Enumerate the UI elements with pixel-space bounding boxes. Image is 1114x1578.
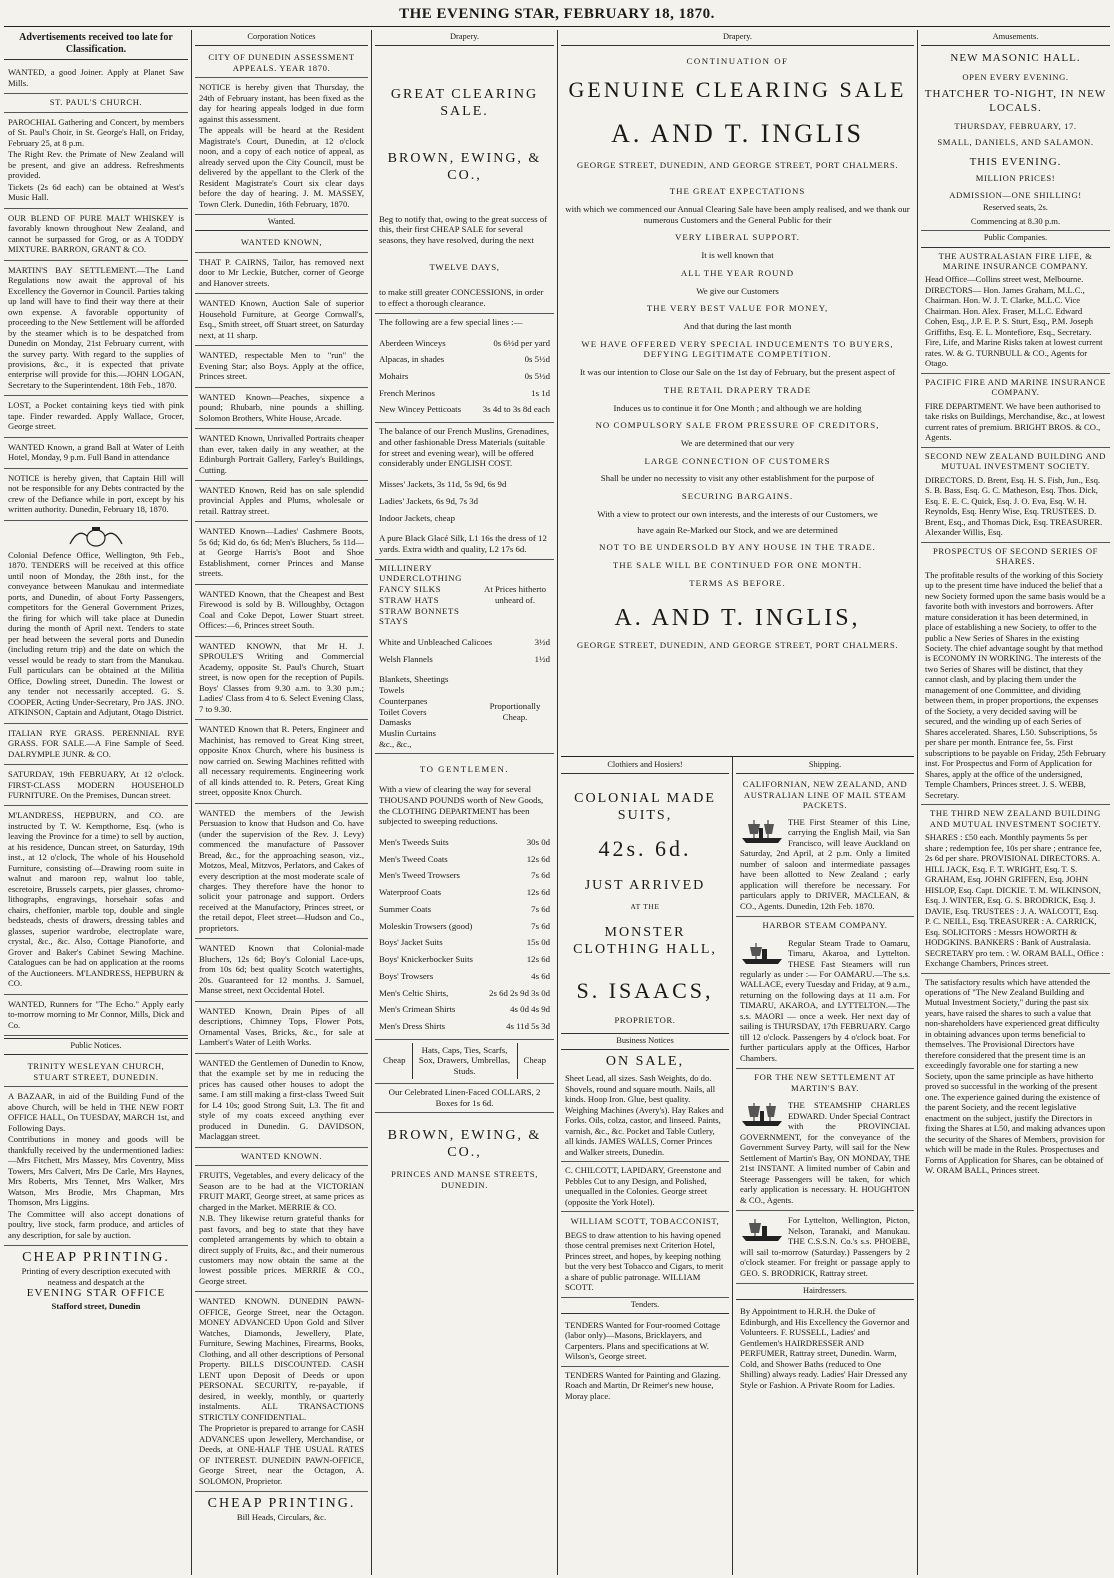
sale-line: Induces us to continue it for One Month ; and although we are holding bbox=[613, 402, 862, 413]
ad-runners bbox=[4, 995, 188, 1036]
ad-text: Contributions in money and goods will be thankfully received by the undermentioned ladies:—Mrs Fitchett, Mrs Massey, Mrs Coventry, Miss Towers, Mrs Calvert, Mrs De Carle, Mrs Haynes, Mrs Roberts, Mrs Tennet, Mrs Walker, Mrs Watson, Mrs Brodie, Mrs Chapman, Mrs Thomson, Mrs Liggins. bbox=[8, 1134, 184, 1208]
ad-wanted bbox=[195, 1054, 368, 1148]
firm-name-footer: A. AND T. INGLIS, bbox=[614, 605, 861, 632]
price-value: 0s 6½d per yard bbox=[493, 337, 550, 348]
ad-text: WANTED Known, Unrivalled Portraits cheaper than ever, taken daily in any weather, at the Edinburgh Portrait Gallery, Farley's Buildings, Cutting. bbox=[199, 433, 364, 475]
ad-tenders-defence bbox=[4, 521, 188, 724]
ad-text: WANTED KNOWN, that Mr H. J. SPROULE'S Writing and Commercial Academy, opposite St. Paul's Church, Stuart street, is now open for the reception of Pupils. Boys' Classes from 9.30 a.m. to 3.30 p.m.; Ladies' Class from 4 to 6. Select Evening Class, 7 to 9.30. bbox=[199, 640, 364, 714]
prospectus-title: PROSPECTUS OF SECOND SERIES OF SHARES. bbox=[932, 545, 1099, 567]
ad-parochial bbox=[4, 113, 188, 209]
millinery-block bbox=[375, 560, 554, 631]
text-line: MILLINERY bbox=[379, 562, 433, 573]
price-value: 7s 6d bbox=[531, 870, 550, 881]
ad-assessment bbox=[195, 78, 368, 215]
royal-arms-icon bbox=[66, 526, 126, 548]
section-header: Business Notices bbox=[561, 1033, 729, 1050]
section-rule bbox=[561, 756, 914, 757]
section-header: Advertisements received too late for Classification. bbox=[4, 30, 188, 60]
masthead: THE EVENING STAR, FEBRUARY 18, 1870. bbox=[399, 6, 715, 22]
ad-ball bbox=[4, 438, 188, 469]
sale-line: LARGE CONNECTION OF CUSTOMERS bbox=[644, 455, 831, 466]
ad-heading: CHEAP PRINTING. bbox=[207, 1496, 356, 1512]
price-item: French Merinos bbox=[379, 387, 435, 398]
continuation: CONTINUATION OF bbox=[686, 56, 789, 67]
ad-prospectus: The profitable results of the working of this Society up to the present time have induced the belief that a new Society formed upon the same basis would be a favorite both with investors and borrowers. After mature consideration it has been determined, in place of establishing a new Society, to offer to the public a New Series of Shares in the existing Society. The chief advantage sought by that method is ECONOMY IN WORKING. The interests of the two Series of Shares will be distinct, that they cannot clash, and by placing them under the management of one Committee, and dividing between them, in proper proportions, the expenses of the Society, a very decided saving will be secured, and the winding up of each Series of Shares accelerated. Shares, L50. Subscriptions, 5s per share per month. Entrance fee, 5s. First subscriptions to be payable on Friday, 25th February inst. For Prospectus and Form of Application for Shares, apply at the office of the undersigned, Temple Chambers, Princes street. J. S. WEBB, Secretary. bbox=[921, 567, 1110, 806]
price-item: Men's Tweed Trowsers bbox=[379, 870, 460, 881]
ad-martins bbox=[736, 1096, 914, 1211]
price-item: Waterproof Coats bbox=[379, 887, 442, 898]
harbor-title: HARBOR STEAM COMPANY. bbox=[762, 920, 888, 931]
household-block bbox=[375, 671, 554, 754]
ad-wanted-known: WANTED KNOWN. bbox=[195, 1148, 368, 1166]
price-list bbox=[375, 332, 554, 424]
ad-text: LOST, a Pocket containing keys tied with pink tape. Finder rewarded. Apply Wallace, Grocer, George street. bbox=[8, 400, 184, 432]
ad-text: WANTED Known, Drain Pipes of all descriptions, Chimney Tops, Flower Pots, Ornamental Vases, Bricks, &c., for sale at Lambert's Water of Leith Works. bbox=[199, 1005, 364, 1048]
price-value: 2s 6d 2s 9d 3s 0d bbox=[489, 987, 550, 998]
ad-pawn-office bbox=[195, 1292, 368, 1492]
ad-wanted bbox=[195, 346, 368, 387]
sale-line: It was our intention to Close our Sale on the 1st day of February, but the present aspect of bbox=[579, 367, 896, 378]
calicoes-list bbox=[375, 631, 554, 671]
millinery-list bbox=[379, 563, 480, 627]
ad-fruit-mart bbox=[195, 1166, 368, 1292]
ad-assessment-title: CITY OF DUNEDIN ASSESSMENT APPEALS. YEAR 1870. bbox=[195, 49, 368, 78]
sale-line: We are determined that our very bbox=[680, 438, 795, 449]
ad-wanted bbox=[195, 388, 368, 429]
column-rule bbox=[557, 30, 558, 1575]
column-rule bbox=[371, 30, 372, 1575]
cheap-label: Cheap bbox=[523, 1055, 546, 1066]
section-header: Public Notices. bbox=[4, 1038, 188, 1055]
text-line: Counterpanes bbox=[379, 695, 428, 706]
firm-name: BROWN, EWING, & CO., bbox=[387, 151, 542, 184]
price-item: Mohairs bbox=[379, 371, 409, 382]
ad-wanted bbox=[195, 522, 368, 584]
column-1 bbox=[4, 30, 188, 1575]
gentlemen-heading: TO GENTLEMEN. bbox=[419, 764, 510, 775]
ad-text: A BAZAAR, in aid of the Building Fund of the above Church, will be held in THE NEW FORT OFFICE HALL, On TUESDAY, MARCH 1st, and Following Days. bbox=[8, 1091, 184, 1133]
price-value: 4s 11d 5s 3d bbox=[506, 1020, 550, 1031]
sale-line: THE GREAT EXPECTATIONS bbox=[669, 186, 806, 197]
on-sale-title: ON SALE, bbox=[605, 1054, 685, 1070]
ad-harbor bbox=[736, 934, 914, 1070]
ad-text: The Committee will also accept donations of poultry, live stock, farm produce, and articles of any description, for sale by auction. bbox=[8, 1208, 184, 1240]
ad-wanted bbox=[195, 585, 368, 637]
sale-line: Shall be under no necessity to visit any other establishment for the purpose of bbox=[600, 473, 875, 484]
ad-tender: TENDERS Wanted for Painting and Glazing. Roach and Martin, Dr Reimer's new house, Moray place. bbox=[565, 1369, 721, 1401]
column-rule bbox=[732, 756, 733, 1575]
price-value: 12s 6d bbox=[526, 954, 550, 965]
price-item: Boys' Knickerbocker Suits bbox=[379, 954, 473, 965]
price-row bbox=[379, 867, 550, 884]
firm-address-footer: PRINCES AND MANSE STREETS, DUNEDIN. bbox=[390, 1169, 539, 1191]
ad-text: Regular Steam Trade to Oamaru, Timaru, Akaroa, and Lyttelton. THESE Fast Steamers will run regularly as under :— For OAMARU.—The s.s. WALLACE, every Tuesday and Friday, at 9 a.m., returning on the following days at 11 a.m. For TIMARU, AKAROA, and LYTTELTON.—The s.s. MAORI — once a week. Her next day of sailing is THURSDAY, 17th FEBRUARY. Cargo till 12 o'clock. Passengers by 4 o'clock boat. For further particulars apply at the Offices, Harbor Chambers. bbox=[740, 937, 910, 1063]
text-line: Misses' Jackets, 3s 11d, 5s 9d, 6s 9d bbox=[379, 479, 507, 490]
fire-title: THE AUSTRALASIAN FIRE LIFE, & MARINE INSURANCE COMPANY. bbox=[938, 250, 1093, 271]
price-row bbox=[379, 368, 550, 385]
ad-text: WANTED, respectable Men to "run" the Evening Star; also Boys. Apply at the office, Princes street. bbox=[199, 350, 364, 382]
performers: SMALL, DANIELS, AND SALAMON. bbox=[937, 137, 1094, 148]
price-row bbox=[379, 651, 550, 668]
ad-bazaar bbox=[4, 1087, 188, 1246]
household-note: Proportionally Cheap. bbox=[489, 701, 541, 722]
steamship-icon bbox=[740, 1099, 784, 1129]
martins-title: FOR THE NEW SETTLEMENT AT MARTIN'S BAY. bbox=[754, 1072, 896, 1093]
sale-line: WE HAVE OFFERED VERY SPECIAL INDUCEMENTS TO BUYERS, DEFYING LEGITIMATE COMPETITION. bbox=[581, 338, 894, 360]
column-rule bbox=[917, 30, 918, 1575]
price-item: Moleskin Trowsers (good) bbox=[379, 920, 473, 931]
ad-wanted-known: WANTED KNOWN, bbox=[195, 234, 368, 252]
ad-rye-grass bbox=[4, 724, 188, 765]
scott-title: WILLIAM SCOTT, TOBACCONIST, bbox=[570, 1216, 720, 1227]
price-item: Summer Coats bbox=[379, 903, 432, 914]
price-value: 7s 6d bbox=[531, 920, 550, 931]
ad-glace: A pure Black Glacé Silk, L1 16s the dress of 12 yards. Extra width and quality, L2 17s 6d. bbox=[375, 530, 554, 559]
ad-text: THAT P. CAIRNS, Tailor, has removed next door to Mr Leckie, Butcher, corner of George and Hanover streets. bbox=[199, 256, 364, 288]
ad-text: N.B. They likewise return grateful thanks for past favors, and beg to state that they have completed arrangements by which to obtain a direct supply of Fruits, &c., and their numerous customers may now obtain the same at the lowest possible prices. MERRIE & CO., George street. bbox=[199, 1213, 364, 1286]
price-item: New Wincey Petticoats bbox=[379, 404, 462, 415]
mail-line-title: CALIFORNIAN, NEW ZEALAND, AND AUSTRALIAN LINE OF MAIL STEAM PACKETS. bbox=[742, 779, 908, 811]
price-item: Aberdeen Winceys bbox=[379, 337, 446, 348]
sale-line: NOT TO BE UNDERSOLD BY ANY HOUSE IN THE TRADE. bbox=[599, 542, 876, 553]
ad-text: ITALIAN RYE GRASS. PERENNIAL RYE GRASS. FOR SALE.—A Fine Sample of Seed. DALRYMPLE JUNR. & CO. bbox=[8, 727, 184, 759]
price-row bbox=[379, 884, 550, 901]
ad-text: WANTED Known, Auction Sale of superior Household Furniture, at George Cornwall's, Esq., Smith street, off Stuart street, on Saturday next, at 11 sharp. bbox=[199, 298, 364, 340]
ad-third-society: SHARES : £50 each. Monthly payments 5s per share ; redemption fee, 10s per share ; entrance fee, 2s 6d per share. PROVISIONAL DIRECTORS. A. HILL JACK, Esq. F. T. WRIGHT, Esq. T. S. GRAHAM, Esq. JOHN GRIFFEN, Esq. JOHN HISLOP, Esq. Capt. DICKIE. T. M. WILKINSON, Esq. J. WINTER, Esq. G. S. BRODRICK, Esq. J. DAVIE, Esq. TRUSTEES : J. A. WALCOTT, Esq. P. C. NEILL, Esq. TREASURER : A. CARRICK, Esq. SOLICITORS : Messrs HOWORTH & HODGKINS. BANKERS : Bank of Australasia. SECRETARY pro tem. : W. ORAM BALL, Office : Exchange Chambers, Princes street. bbox=[921, 829, 1110, 973]
ad-wanted bbox=[195, 637, 368, 720]
sale-line: TERMS AS BEFORE. bbox=[689, 577, 786, 588]
ad-pacific: FIRE DEPARTMENT. We have been authorised to take risks on Buildings, Merchandise, &c., at lowest current rates of premium. BRIGHT BROS. & CO., Agents. bbox=[921, 398, 1110, 448]
commencing: Commencing at 8.30 p.m. bbox=[921, 213, 1110, 231]
text-line: Toilet Covers bbox=[379, 706, 427, 717]
text-line: UNDERCLOTHING bbox=[379, 573, 463, 584]
text-line: Damasks bbox=[379, 717, 412, 728]
price-row bbox=[379, 351, 550, 368]
sale-title: GREAT CLEARING SALE. bbox=[390, 87, 539, 120]
sale-line: NO COMPULSORY SALE FROM PRESSURE OF CREDITORS, bbox=[595, 420, 880, 431]
ad-intro: Beg to notify that, owing to the great success of this, their first CHEAP SALE for several seasons, they have resolved, during the next bbox=[379, 213, 548, 245]
section-header: Shipping. bbox=[736, 758, 914, 774]
ad-text: WANTED Known—Peaches, sixpence a pound; Rhubarb, nine pounds a shilling. Solomon Brothers, White House, Arcade. bbox=[199, 391, 364, 423]
second-society-title: SECOND NEW ZEALAND BUILDING AND MUTUAL INVESTMENT SOCIETY. bbox=[924, 450, 1107, 472]
ad-fire: Head Office—Collins street west, Melbourne. DIRECTORS— Hon. James Graham, M.L.C., Chairman. Hon. W. J. T. Clarke, M.L.C. Vice Chairman. Hon. Alex. Fraser, M.L.C. Edward Cohen, Esq., J.P. E. P. S. Sturt, Esq., P.M. Joseph Griffiths, Esq. E. L. Montefiore, Esq., Secretary. Fire, Life, and Marine Risks taken at lowest current rates. W. & G. TURNBULL & CO., Agents for Otago. bbox=[921, 271, 1110, 373]
at-the: AT THE bbox=[630, 902, 660, 912]
third-society-title: THE THIRD NEW ZEALAND BUILDING AND MUTUAL INVESTMENT SOCIETY. bbox=[929, 808, 1102, 829]
ad-tender: TENDERS Wanted for Four-roomed Cottage (labor only)—Masons, Bricklayers, and Carpenters. Plans and specifications at W. Wilson's, George street. bbox=[561, 1317, 729, 1367]
open-every-evening: OPEN EVERY EVENING. bbox=[962, 71, 1069, 82]
price-row bbox=[379, 335, 550, 352]
ad-wanted bbox=[195, 294, 368, 346]
column-rule bbox=[191, 30, 192, 1575]
ad-mail-line bbox=[736, 813, 914, 917]
price-item: Boys' Trowsers bbox=[379, 970, 434, 981]
ad-text: THE STEAMSHIP CHARLES EDWARD. Under Special Contract with the PROVINCIAL GOVERNMENT, for the conveyance of the Government Survey Party, will sail for the New Settlement of Martin's Bay, ON MONDAY, THE 21st INSTANT. A limited number of Cabin and Steerage Passengers will be taken, for which early application is necessary. H. HOUGHTON & CO., Agents. bbox=[740, 1100, 910, 1205]
ad-wanted bbox=[195, 253, 368, 294]
suits-title: COLONIAL MADE SUITS, bbox=[574, 791, 716, 824]
ad-text: Printing of every description executed with neatness and despatch at the bbox=[21, 1266, 171, 1287]
ad-chilcott: C. CHILCOTT, LAPIDARY, Greenstone and Pebbles Cut to any Design, and Polished, unequalled in the Colonies. George street (opposite the York Hotel). bbox=[561, 1162, 729, 1212]
gentlemen-intro: With a view of clearing the way for several THOUSAND POUNDS worth of New Goods, the CLOTHING DEPARTMENT has been subjected to sweeping reductions. bbox=[379, 784, 544, 827]
price-item: Men's Dress Shirts bbox=[379, 1020, 446, 1031]
steamship-icon bbox=[740, 937, 784, 967]
proprietor: PROPRIETOR. bbox=[614, 1014, 676, 1025]
cheap-label: Cheap bbox=[383, 1055, 406, 1066]
ad-text: WANTED KNOWN. DUNEDIN PAWN-OFFICE, George Street, near the Octagon. MONEY ADVANCED Upon Gold and Silver Watches, Diamonds, Jewellery, Plate, Furniture, Sewing Machines, Firearms, Books, Clothing, and all other descriptions of Personal Property. BILLS DISCOUNTED. CASH LENT upon Deposit of Deeds or upon PERSONAL SECURITY, re-payable, if desired, in weekly, monthly, or quarterly instalments. ALL TRANSACTIONS STRICTLY CONFIDENTIAL. bbox=[199, 1296, 364, 1422]
price-value: 4s 6d bbox=[531, 970, 550, 981]
firm-address: GEORGE STREET, DUNEDIN, AND GEORGE STREET, PORT CHALMERS. bbox=[576, 159, 899, 170]
admission: ADMISSION—ONE SHILLING! bbox=[949, 189, 1082, 200]
ad-on-sale: Sheet Lead, all sizes. Sash Weights, do do. Shovels, round and square mouth. Nails, all kinds. Hoop Iron. Glue, best quality. Weighing Machines (Avery's). Hay Rakes and Forks. Oils, colza, castor, and linseed. Paints, varnish, &c., &c. Pocket and Table Cutlery, all kinds. JAMES WALLS, Corner Princes and Walker streets, Dunedin. bbox=[561, 1070, 729, 1162]
price-value: 0s 5½d bbox=[524, 354, 550, 365]
firm-name-footer: BROWN, EWING, & CO., bbox=[387, 1128, 542, 1161]
sale-line: With a view to protect our own interests, and the interests of our Customers, we bbox=[597, 508, 878, 519]
ad-wanted bbox=[195, 1002, 368, 1054]
column-3 bbox=[375, 30, 554, 1575]
section-header: Clothiers and Hosiers! bbox=[561, 758, 729, 774]
text-line: Muslin Curtains bbox=[379, 728, 436, 738]
suits-price: 42s. 6d. bbox=[598, 836, 692, 862]
price-value: 30s 0d bbox=[526, 837, 550, 848]
clothing-hall: MONSTER CLOTHING HALL, bbox=[573, 924, 717, 957]
ad-wanted bbox=[195, 720, 368, 803]
text-line: Indoor Jackets, cheap bbox=[379, 512, 455, 523]
ad-text: WANTED Known, a grand Ball at Water of Leith Hotel, Monday, 9 p.m. Full Band in attendance bbox=[8, 441, 184, 463]
ad-russell: By Appointment to H.R.H. the Duke of Edinburgh, and His Excellency the Governor and Volunteers. F. RUSSELL, Ladies' and Gentlemen's HAIRDRESSER AND PERFUMER, Rattray street, Dunedin. Warm, Cold, and Shower Baths (reduced to One Shilling) always ready. Ladies' Hair Dressed any Style or Fashion. A Private Room for Ladies. bbox=[740, 1306, 910, 1390]
ad-second-society: DIRECTORS. D. Brent, Esq. H. S. Fish, Jun., Esq. S. B. Bass, Esq. G. C. Matheson, Esq. Thos. Dick, Esq. E. E. C. Quick, Esq. J. O. Eva, Esq. W. H. Reynolds, Esq. Henry Wise, Esq. TRUSTEES. D. Brent, Esq., and Thomas Dick, Esq. TREASURER. Alexander Willis, Esq. bbox=[921, 472, 1110, 543]
sale-line: VERY LIBERAL SUPPORT. bbox=[675, 232, 800, 243]
price-row bbox=[379, 401, 550, 418]
ad-text: WANTED the Gentlemen of Dunedin to Know, that the example set by me in reducing the prices has caused other houses to adopt the same. I am still making a first-class Tweed Suit for L4 10s; good Strong Suit, L3. The fit and style of my coats exceed anything ever produced in Dunedin. G. DAVIDSON, Maclaggan street. bbox=[199, 1057, 364, 1142]
ad-lost bbox=[4, 396, 188, 437]
section-header: Drapery. bbox=[375, 30, 554, 46]
ad-mlandress bbox=[4, 806, 188, 994]
section-header: Tenders. bbox=[561, 1298, 729, 1314]
jackets-list bbox=[375, 473, 554, 530]
column-4-drapery bbox=[561, 30, 914, 750]
sale-line: SECURING BARGAINS. bbox=[681, 491, 794, 502]
this-evening: THIS EVENING. bbox=[969, 155, 1062, 168]
ad-wanted bbox=[195, 804, 368, 940]
isaacs: S. ISAACS, bbox=[576, 977, 714, 1003]
sale-line: We give our Customers bbox=[696, 285, 779, 296]
ad-text: Colonial Defence Office, Wellington, 9th Feb., 1870. TENDERS will be received at this office until noon of Monday, the 28th inst., for the conveyance between Manukau and intermediate ports, and Dunedin, of about Forty Passengers, competitors for the General Government Prizes, the firing for which will take place at Dunedin during the month of April next. Tenders to state per head between the several ports and Dunedin (including return trip) and the date on which the vessel would be ready to start from the Manukau. Full particulars can be obtained at the Militia Office, Dowling street, Dunedin. The lowest or any tender not necessarily accepted. G. S. COOPER, Acting Under-Secretary, Pro JAS. JNO. ATKINSON, Captain and Adjutant, Otago District. bbox=[8, 549, 184, 718]
ad-text: PAROCHIAL Gathering and Concert, by members of St. Paul's Choir, in St. George's Hall, on Friday, February 25, at 8 p.m. bbox=[8, 116, 184, 148]
text-line: Blankets, Sheetings bbox=[379, 674, 449, 685]
sale-line: It is well known that bbox=[701, 250, 774, 261]
price-row bbox=[379, 834, 550, 851]
top-rule bbox=[4, 26, 1110, 27]
price-value: 15s 0d bbox=[526, 937, 550, 948]
sale-line: have again Re-Marked our Stock, and we are determined bbox=[637, 524, 838, 535]
price-item: Men's Crimean Shirts bbox=[379, 1004, 456, 1015]
cheap-items: Hats, Caps, Ties, Scarfs, Sox, Drawers, Umbrellas, Studs. bbox=[412, 1043, 518, 1079]
ad-text: WANTED, a good Joiner. Apply at Planet Saw Mills. bbox=[8, 67, 184, 88]
text-line: STRAW HATS bbox=[379, 594, 440, 605]
text-line: FANCY SILKS bbox=[379, 584, 442, 595]
clothing-list bbox=[375, 831, 554, 1040]
twelve-days: TWELVE DAYS, bbox=[429, 261, 500, 272]
millinery-note: At Prices hitherto unheard of. bbox=[483, 584, 547, 605]
ad-text: WANTED the members of the Jewish Persuasion to know that Hudson and Co. have (under the supervision of the Rev. J. Levy) commenced the manufacture of Passover Bread, &c., for the approaching season, viz., Motzos, Meal, Mitzvos, Perlators, and Cakes of every description at the most moderate scale of charges. They therefore have the honor to solicit your patronage and support. Orders received at the Manufactory, Princes street, or the retail depot, Fleet street—Hudson and Co., proprietors. bbox=[199, 807, 364, 933]
ad-text: WANTED Known that Colonial-made Bluchers, 12s 6d; Boy's Colonial Lace-ups, from 10s 6d; best quality Scotch watertights, 20s. Guaranteed for 12 months. J. Samuel, Manse street, next Occidental Hotel. bbox=[199, 943, 364, 996]
column-4a bbox=[561, 758, 729, 1573]
ad-wanted bbox=[195, 939, 368, 1001]
column-4b bbox=[736, 758, 914, 1573]
ad-text: Stafford street, Dunedin bbox=[51, 1300, 141, 1311]
firm-address-footer: GEORGE STREET, DUNEDIN, AND GEORGE STREET, PORT CHALMERS. bbox=[576, 639, 899, 650]
ad-phoebe bbox=[736, 1211, 914, 1284]
sale-line: And that during the last month bbox=[683, 320, 792, 331]
price-item: Alpacas, in shades bbox=[379, 354, 445, 365]
ad-text: NOTICE is hereby given, that Captain Hill will not be responsible for any Debts contracted by the crew of the Defiance while in port, except by his written authority. Dunedin, February 18, 1870. bbox=[8, 472, 184, 515]
genuine-sale-title: GENUINE CLEARING SALE bbox=[568, 76, 907, 102]
ad-text: THE First Steamer of this Line, carrying the English Mail, via San Francisco, will leave Auckland on Saturday, 2nd April, at 2 p.m. Only a limited number of saloon and intermediate passages have been allotted to New Zealand ; early application will therefore be necessary. For particulars apply to DRIVER, MACLEAN, & CO., Agents. Dunedin, 12th Feb. 1870. bbox=[740, 816, 910, 911]
price-item: Men's Tweeds Suits bbox=[379, 837, 449, 848]
pacific-title: PACIFIC FIRE AND MARINE INSURANCE COMPANY. bbox=[925, 376, 1106, 398]
price-value: 0s 5½d bbox=[524, 371, 550, 382]
text-line: STAYS bbox=[379, 616, 409, 627]
price-value: 3s 4d to 3s 8d each bbox=[482, 404, 550, 415]
ad-notice bbox=[4, 469, 188, 521]
hall-title: NEW MASONIC HALL. bbox=[950, 52, 1081, 65]
price-item: Boys' Jacket Suits bbox=[379, 937, 443, 948]
price-row bbox=[379, 934, 550, 951]
ad-cheap-printing bbox=[195, 1492, 368, 1527]
price-row bbox=[379, 968, 550, 985]
price-value: 7s 6d bbox=[531, 903, 550, 914]
ad-martins-bay bbox=[4, 261, 188, 397]
price-row bbox=[379, 851, 550, 868]
price-value: 1½d bbox=[534, 653, 550, 664]
ad-text: MARTIN'S BAY SETTLEMENT.—The Land Regulations now await the approval of his Excellency the Governor in Council. Parties taking up land will have to find their way there at their own expense. A favorable opportunity of proceeding to the New Settlement will be afforded by the steamer which is to be despatched from Dunedin on Monday, 21st February current, with the survey party. With regard to the supplies of provisions, &c., it is expected that private enterprise will provide for this.—JOHN LOGAN, Secretary to the Superintendent. 18th Feb., 1870. bbox=[8, 264, 184, 390]
show-date: THURSDAY, FEBRUARY, 17. bbox=[954, 120, 1077, 131]
firm-name: A. AND T. INGLIS bbox=[611, 118, 864, 148]
sale-line: THE VERY BEST VALUE FOR MONEY, bbox=[646, 303, 829, 314]
ad-heading: CHEAP PRINTING. bbox=[22, 1250, 170, 1266]
household-list bbox=[379, 674, 480, 749]
text-line: Ladies' Jackets, 6s 9d, 7s 3d bbox=[379, 495, 479, 506]
price-row bbox=[379, 385, 550, 402]
ad-auction-date bbox=[4, 765, 188, 806]
section-header: Amusements. bbox=[921, 30, 1110, 46]
steamship-icon bbox=[740, 816, 784, 846]
ad-wanted bbox=[195, 481, 368, 522]
reserved-seats: Reserved seats, 2s. bbox=[983, 202, 1048, 213]
text-line: STRAW BONNETS bbox=[379, 605, 460, 616]
price-item: Men's Tweed Coats bbox=[379, 853, 448, 864]
price-row bbox=[379, 918, 550, 935]
price-item: White and Unbleached Calicoes bbox=[379, 636, 493, 647]
section-header: Public Companies. bbox=[921, 231, 1110, 247]
collars: Our Celebrated Linen-Faced COLLARS, 2 Boxes for 1s 6d. bbox=[375, 1084, 554, 1113]
ad-balance: The balance of our French Muslins, Grenadines, and other fashionable Dress Materials (suitable for street and evening wear), will be offered considerably under ENGLISH COST. bbox=[379, 426, 550, 469]
text-line: &c., &c., bbox=[379, 738, 412, 749]
price-row bbox=[379, 1018, 550, 1035]
million-prices: MILLION PRICES! bbox=[975, 173, 1056, 184]
just-arrived: JUST ARRIVED bbox=[584, 878, 706, 894]
price-value: 1s 1d bbox=[531, 387, 550, 398]
ad-scott: BEGS to draw attention to his having opened those central premises next Criterion Hotel, Princes street, and hopes, by keeping nothing but the very best Tobacco and Cigars, to merit a share of public patronage. WILLIAM SCOTT. bbox=[561, 1227, 729, 1298]
ad-text: SATURDAY, 19th FEBRUARY, At 12 o'clock. FIRST-CLASS MODERN HOUSEHOLD FURNITURE. On the Premises, Duncan street. bbox=[8, 769, 184, 800]
ad-text: The Proprietor is prepared to arrange for CASH ADVANCES upon Jewellery, Merchandise, or Deeds, at ONE-HALF THE USUAL RATES OF INTEREST. DUNEDIN PAWN-OFFICE, George Street, near the Octagon, A. SOLOMON, Proprietor. bbox=[199, 1423, 364, 1486]
ad-text: WANTED Known, Reid has on sale splendid provincial Apples and Plums, wholesale or retail. Rattray street. bbox=[199, 485, 364, 516]
ad-text: WANTED, Runners for "The Echo." Apply early to-morrow morning to Mr Connor, Mills, Dick and Co. bbox=[8, 998, 184, 1030]
ad-joiner bbox=[4, 63, 188, 94]
lines-intro: The following are a few special lines :— bbox=[379, 316, 523, 327]
ad-wanted bbox=[195, 429, 368, 481]
column-5 bbox=[921, 30, 1110, 1575]
ad-text: WANTED Known—Ladies' Cashmere Boots, 5s 6d; Kid do, 6s 6d; Men's Bluchers, 5s 11d—at George Harris's Boot and Shoe Establishment, corner Princes and Manse streets. bbox=[199, 526, 364, 579]
sale-lines bbox=[561, 186, 914, 588]
text-line: Towels bbox=[379, 685, 405, 696]
ad-text: FRUITS, Vegetables, and every delicacy of the Season are to be had at the VICTORIAN FRUIT MART, George street, at same prices as charged in the Market. MERRIE & CO. bbox=[199, 1170, 364, 1212]
column-2 bbox=[195, 30, 368, 1575]
ad-text: OUR BLEND OF PURE MALT WHISKEY is favorably known throughout New Zealand, and cannot be surpassed for Grog, or as A TODDY MIXTURE. BARRON, GRANT & CO. bbox=[8, 212, 184, 255]
section-header: Wanted. bbox=[195, 215, 368, 231]
section-header: Drapery. bbox=[561, 30, 914, 46]
price-value: 4s 0d 4s 9d bbox=[510, 1004, 550, 1015]
ad-text: M'LANDRESS, HEPBURN, and CO. are instructed by T. W. Kempthorne, Esq. (who is leaving the Province for a time) to sell by auction, at his residence, Duncan street, on Saturday, 19th inst., at 12 o'clock, The whole of his Household Furniture, consisting of—Drawing room suite in walnut and maroon rep, walnut loo table, escretoire, Brussels carpets, pier glasses, chromo-lithographs, engravings, horsehair sofas and chairs, cheffonier, marble top, double and single bedsteads, chests of drawers, dressing tables and glasses, superior wardrobe, electroplate ware, crystal, &c., &c. Also, Cottage Pianoforte, and Grover and Baker's Cabinet Sewing Machine. Catalogues can be had on application at the rooms of the Auctioneers. M'LANDRESS, HEPBURN & CO. bbox=[8, 810, 184, 989]
ad-satisfactory: The satisfactory results which have attended the operations of "The New Zealand Building and Mutual Investment Society," during the past six years, have raised the shares to such a value that non-shareholders have experienced great difficulty in obtaining advances upon terms beneficial to themselves. The Provisional Directors have therefore considered that the present time is an exceedingly favorable one for starting a new Society, upon the same principle as have hitherto proved so successful in the working of the present one. The experience gained during the existence of the parent Society, and the recent legislative enactment on the subject, justify the Directors in fixing the Shares at L50, and making advances upon the security of the Shares of Members, provision for which will be made in the Rules. Prospectuses and Forms of Application for Shares, can be obtained of W. ORAM BALL, Princes street. bbox=[925, 976, 1106, 1176]
cheap-block bbox=[375, 1040, 554, 1084]
sale-line: THE SALE WILL BE CONTINUED FOR ONE MONTH. bbox=[612, 560, 863, 571]
price-item: Welsh Flannels bbox=[379, 653, 433, 664]
ad-text: WANTED Known, that the Cheapest and Best Firewood is sold by B. Willoughby, Octagon Coal and Coke Depot, Lower Stuart street. Offices:—6, Princes street South. bbox=[199, 588, 364, 631]
sale-line: THE RETAIL DRAPERY TRADE bbox=[663, 384, 812, 395]
ad-text: The appeals will be heard at the Resident Magistrate's Court, Dunedin, at 12 o'clock noon, and a copy of each notice of appeal, as already served upon the City Council, must be delivered by the appellant to the Clerk of the Resident Magistrate's Court six clear days before the day of hearing. J. M. MASSEY, Town Clerk. Dunedin, 16th February, 1870. bbox=[199, 125, 364, 209]
price-row bbox=[379, 985, 550, 1002]
price-value: 12s 6d bbox=[526, 887, 550, 898]
ad-cheap-printing bbox=[4, 1246, 188, 1315]
sale-line: with which we commenced our Annual Clearing Sale have been amply realised, and we thank our numerous Customers and the General Public for their bbox=[565, 203, 910, 225]
ad-whiskey bbox=[4, 209, 188, 261]
section-header: Hairdressers. bbox=[736, 1284, 914, 1300]
ad-heading: EVENING STAR OFFICE bbox=[26, 1287, 166, 1300]
section-header: Corporation Notices bbox=[195, 30, 368, 46]
ad-text: Tickets (2s 6d each) can be obtained at West's Music Hall. bbox=[8, 181, 184, 203]
ad-text: Bill Heads, Circulars, &c. bbox=[236, 1512, 327, 1523]
sale-line: ALL THE YEAR ROUND bbox=[680, 267, 795, 278]
price-item: Men's Celtic Shirts, bbox=[379, 987, 449, 998]
steamship-icon bbox=[740, 1214, 784, 1244]
ad-text: For Lyttelton, Wellington, Picton, Nelson, Taranaki, and Manukau. THE C.S.S.N. Co.'s s.s. PHOEBE, will sail to-morrow (Saturday.) Passengers by 2 o'clock steamer. For freight or passage apply to GEO. S. BRODRICK, Rattray street. bbox=[740, 1215, 910, 1278]
ad-concessions: to make still greater CONCESSIONS, in order to effect a thorough clearance. bbox=[375, 284, 554, 313]
ad-text: NOTICE is hereby given that Thursday, the 24th of February instant, has been fixed as the day for hearing appeals lodged in due form against this assessment. bbox=[199, 82, 364, 124]
ad-text: WANTED Known that R. Peters, Engineer and Machinist, has removed to Great King street, opposite Knox Church, where his business is now carried on. Sewing Machines refitted with all necessary requirements. Engineering work of all kinds attended to. R. Peters, Great King street, opposite Knox Church. bbox=[199, 724, 364, 798]
ad-text: The Right Rev. the Primate of New Zealand will be present, and give an address. Refreshments provided. bbox=[8, 149, 184, 181]
price-row bbox=[379, 634, 550, 651]
ad-church-title: ST. PAUL'S CHURCH. bbox=[4, 94, 188, 112]
price-value: 12s 6d bbox=[526, 853, 550, 864]
price-row bbox=[379, 951, 550, 968]
price-row bbox=[379, 1001, 550, 1018]
ad-trinity: TRINITY WESLEYAN CHURCH, STUART STREET, DUNEDIN. bbox=[4, 1058, 188, 1087]
thatcher: THATCHER TO-NIGHT, IN NEW LOCALS. bbox=[924, 88, 1107, 114]
price-value: 3½d bbox=[534, 636, 550, 647]
price-row bbox=[379, 901, 550, 918]
